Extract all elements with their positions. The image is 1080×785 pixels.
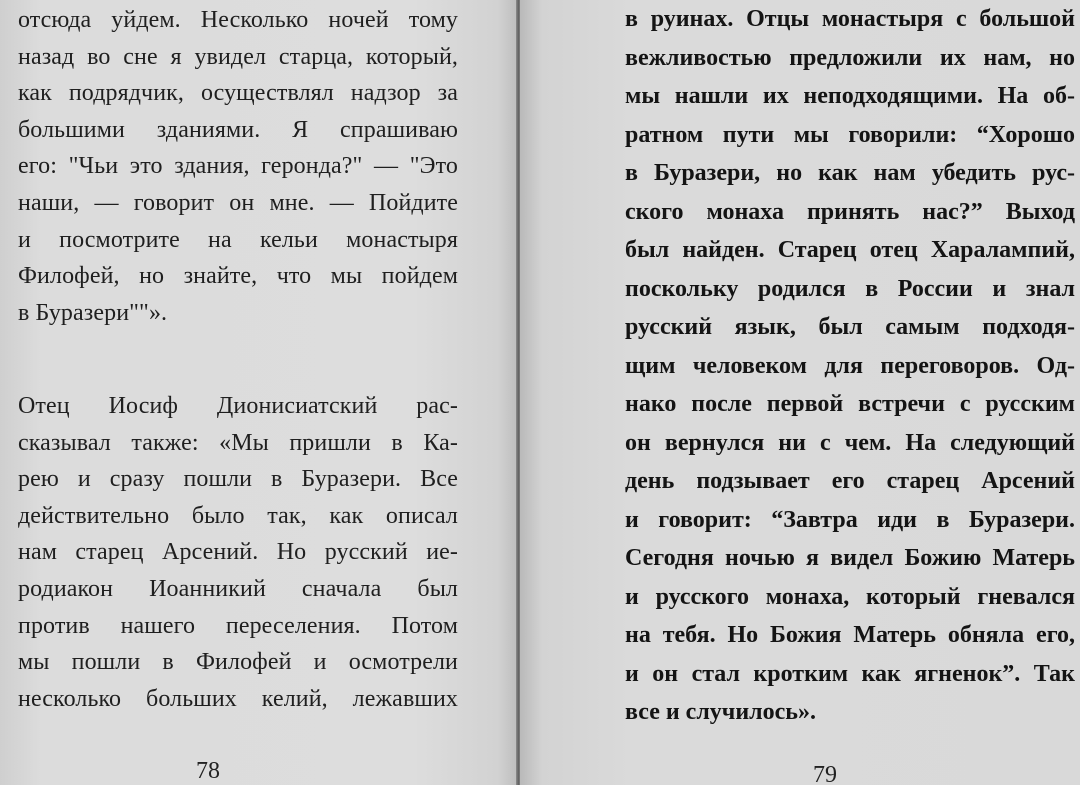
text-line: Сегодня ночью я видел Божию Матерь xyxy=(625,545,1075,571)
text-line: в Буразери""». xyxy=(18,299,168,326)
left-paragraph-2 xyxy=(18,388,458,717)
text-line: и он стал кротким как ягненок”. Так xyxy=(625,660,1075,687)
text-line: он вернулся ни с чем. На следующий xyxy=(625,429,1075,456)
right-paragraph xyxy=(625,0,1075,732)
right-page xyxy=(520,0,1080,785)
left-paragraph-1 xyxy=(18,2,458,331)
text-line: родиакон Иоанникий сначала был xyxy=(18,575,458,602)
text-line: и говорит: “Завтра иди в Буразери. xyxy=(625,506,1075,533)
text-line: в Буразери, но как нам убедить рус- xyxy=(625,160,1075,186)
text-line: был найден. Старец отец Харалампий, xyxy=(625,237,1075,263)
text-line: нако после первой встречи с русским xyxy=(625,391,1075,417)
page-number-left: 78 xyxy=(196,758,220,784)
text-line: и русского монаха, который гневался xyxy=(625,583,1075,610)
text-line: Филофей, но знайте, что мы пойдем xyxy=(18,263,458,290)
text-line: вежливостью предложили их нам, но xyxy=(625,44,1075,71)
text-line: мы нашли их неподходящими. На об- xyxy=(625,83,1075,109)
text-line: большими зданиями. Я спрашиваю xyxy=(18,116,458,143)
text-line: несколько больших келий, лежавших xyxy=(18,685,458,712)
page-number-right: 79 xyxy=(813,762,837,785)
text-line: действительно было так, как описал xyxy=(18,502,458,529)
text-line: нам старец Арсений. Но русский ие- xyxy=(18,539,458,566)
text-line: наши, — говорит он мне. — Пойдите xyxy=(18,189,458,216)
text-line: его: "Чьи это здания, геронда?" — "Это xyxy=(18,153,458,180)
text-line: рею и сразу пошли в Буразери. Все xyxy=(18,466,458,493)
text-line: все и случилось». xyxy=(625,699,816,725)
text-line: ратном пути мы говорили: “Хорошо xyxy=(625,121,1075,148)
text-line: и посмотрите на кельи монастыря xyxy=(18,226,458,253)
text-line: отсюда уйдем. Несколько ночей тому xyxy=(18,7,458,33)
text-line: на тебя. Но Божия Матерь обняла его, xyxy=(625,622,1075,648)
text-line: как подрядчик, осуществлял надзор за xyxy=(18,80,458,107)
left-page xyxy=(0,0,518,785)
text-line: день подзывает его старец Арсений xyxy=(625,468,1075,494)
text-line: назад во сне я увидел старца, который, xyxy=(18,43,458,70)
text-line: в руинах. Отцы монастыря с большой xyxy=(625,6,1075,32)
text-line: поскольку родился в России и знал xyxy=(625,275,1075,302)
text-line: мы пошли в Филофей и осмотрели xyxy=(18,649,458,676)
text-line: сказывал также: «Мы пришли в Ка- xyxy=(18,429,458,456)
text-line: щим человеком для переговоров. Од- xyxy=(625,352,1075,379)
text-line: против нашего переселения. Потом xyxy=(18,612,458,639)
text-line: ского монаха принять нас?” Выход xyxy=(625,198,1075,225)
text-line: русский язык, был самым подходя- xyxy=(625,314,1075,340)
text-line: Отец Иосиф Дионисиатский рас- xyxy=(18,393,458,419)
